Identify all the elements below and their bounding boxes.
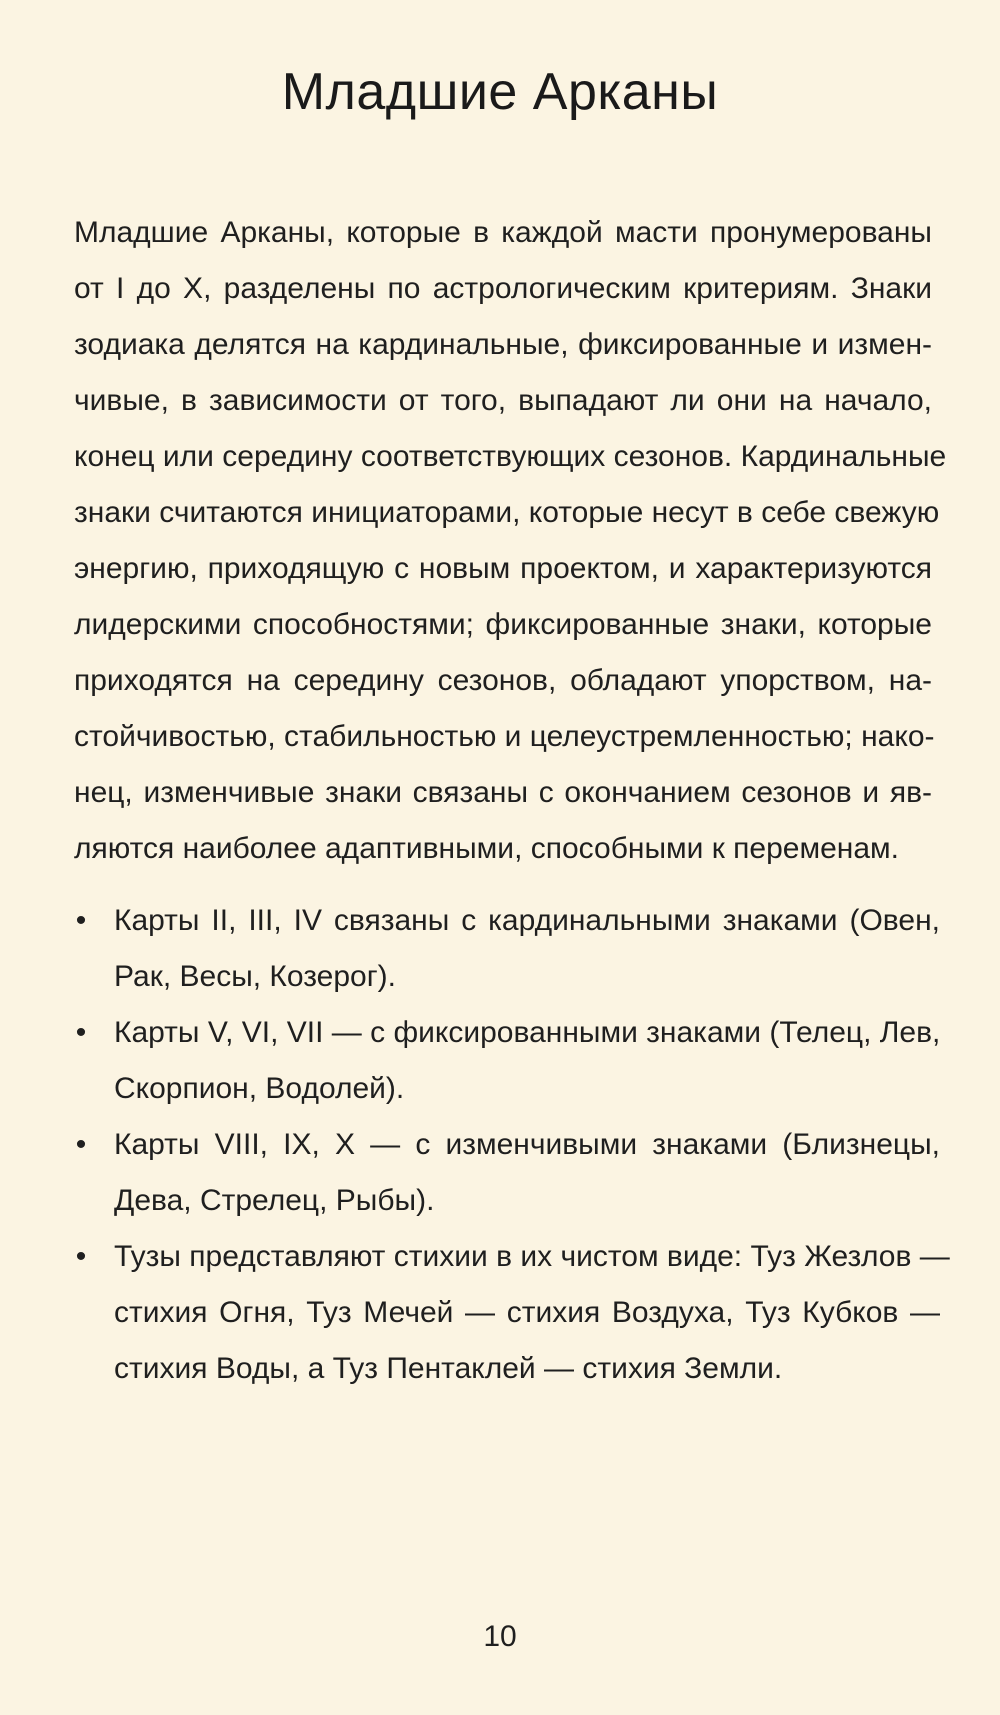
list-item-line: Тузы представляют стихии в их чистом виде: Туз Жезлов — [114, 1240, 950, 1273]
bullet-list [74, 893, 950, 1397]
bullet-marker: • [75, 1128, 87, 1161]
list-item [74, 1229, 950, 1397]
list-item-line: стихия Огня, Туз Мечей — стихия Воздуха, Туз Кубков — [114, 1296, 940, 1329]
paragraph-line: Младшие Арканы, которые в каждой масти пронумерованы [74, 216, 932, 249]
paragraph-line: энергию, приходящую с новым проектом, и характеризуются [74, 552, 932, 585]
paragraph-line: конец или середину соответствующих сезонов. Кардинальные [74, 440, 947, 473]
list-item-line: Дева, Стрелец, Рыбы). [114, 1184, 435, 1217]
list-item-line: Карты VIII, IX, X — с изменчивыми знаками (Близнецы, [114, 1128, 940, 1161]
paragraph-line: зодиака делятся на кардинальные, фиксированные и измен- [74, 328, 932, 361]
bullet-marker: • [75, 904, 87, 937]
paragraph-line: ляются наиболее адаптивными, способными к переменам. [74, 832, 899, 865]
page-title: Младшие Арканы [281, 63, 719, 121]
paragraph-line: от I до X, разделены по астрологическим критериям. Знаки [74, 272, 932, 305]
paragraph-line: лидерскими способностями; фиксированные знаки, которые [74, 608, 932, 641]
list-item-line: стихия Воды, а Туз Пентаклей — стихия Земли. [114, 1352, 783, 1385]
paragraph-line: нец, изменчивые знаки связаны с окончанием сезонов и яв- [74, 776, 932, 809]
list-item-line: Рак, Весы, Козерог). [114, 960, 396, 993]
paragraph-line: знаки считаются инициаторами, которые несут в себе свежую [74, 496, 940, 529]
list-item [74, 1117, 940, 1229]
list-item-line: Карты V, VI, VII — с фиксированными знаками (Телец, Лев, [114, 1016, 941, 1049]
list-item [74, 1005, 940, 1117]
paragraph-line: стойчивостью, стабильностью и целеустремленностью; нако- [74, 720, 935, 753]
page-number: 10 [483, 1620, 517, 1653]
list-item-line: Скорпион, Водолей). [114, 1072, 405, 1105]
list-item [74, 893, 940, 1005]
paragraph-line: приходятся на середину сезонов, обладают упорством, на- [74, 664, 932, 697]
bullet-marker: • [75, 1016, 87, 1049]
list-item-line: Карты II, III, IV связаны с кардинальными знаками (Овен, [114, 904, 940, 937]
paragraph-line: чивые, в зависимости от того, выпадают ли они на начало, [74, 384, 932, 417]
bullet-marker: • [75, 1240, 87, 1273]
body-paragraph [74, 205, 947, 877]
